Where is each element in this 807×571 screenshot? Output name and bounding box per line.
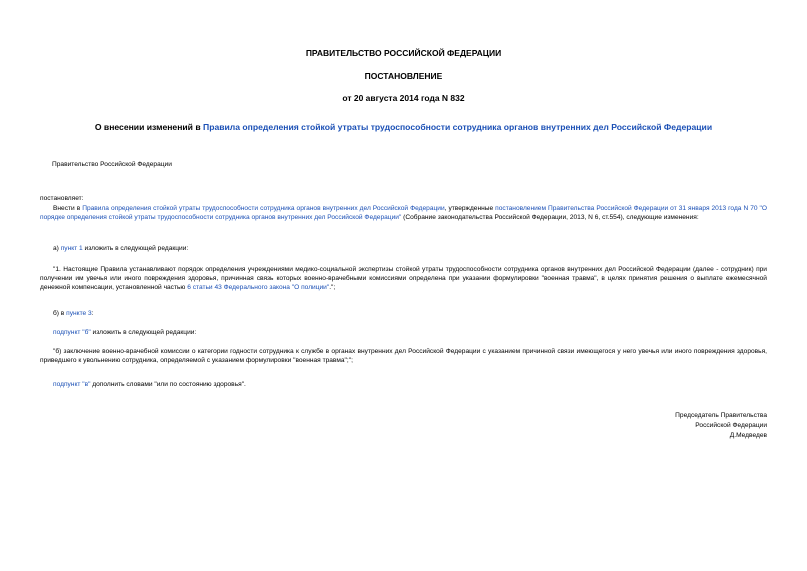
item-a-wording-text-2: ."; xyxy=(329,284,336,291)
item-b-text-1: б) в xyxy=(53,310,67,317)
point-3-link[interactable]: пункте 3 xyxy=(66,310,92,317)
item-a-text-1: а) xyxy=(53,245,61,252)
item-a-text-2: изложить в следующей редакции: xyxy=(82,245,189,252)
subpoint-v-text: дополнить словами "или по состоянию здоровья". xyxy=(90,381,246,388)
intro-text-2: , утвержденные xyxy=(444,205,496,212)
subpoint-v-link[interactable]: подпункт "в" xyxy=(53,381,91,388)
item-a-new-wording xyxy=(40,265,767,292)
subpoint-b-link[interactable]: подпункт "б" xyxy=(53,329,91,336)
signature-block xyxy=(675,411,767,441)
government-title: ПРАВИТЕЛЬСТВО РОССИЙСКОЙ ФЕДЕРАЦИИ xyxy=(305,48,502,58)
decides-line: постановляет: xyxy=(40,195,84,202)
subpoint-b-line xyxy=(53,328,196,337)
document-date-number: от 20 августа 2014 года N 832 xyxy=(342,93,465,103)
document-subject xyxy=(40,122,767,132)
intro-paragraph xyxy=(40,204,767,222)
resolution-70-link[interactable]: постановлением Правительства Российской Федерации от 31 января 2013 года N 70 "О порядке определения стойкой утраты трудоспособности сотрудника органов внутренних дел Российской Федерации" xyxy=(40,205,767,221)
subpoint-v-line xyxy=(53,380,246,389)
rules-link[interactable]: Правила определения стойкой утраты трудоспособности сотрудника органов внутренних дел Российской Федерации xyxy=(82,205,445,212)
item-b-text-2: : xyxy=(91,310,94,317)
intro-text-3: (Собрание законодательства Российской Федерации, 2013, N 6, ст.554), следующие изменения: xyxy=(401,214,699,221)
intro-text-1: Внести в xyxy=(53,205,83,212)
signature-name: Д.Медведев xyxy=(729,432,767,439)
point-1-link[interactable]: пункт 1 xyxy=(60,245,83,252)
police-law-link[interactable]: 6 статьи 43 Федерального закона "О полиции" xyxy=(187,284,330,291)
item-a-wording-text-1: "1. Настоящие Правила устанавливают порядок определения учреждениями медико-социальной экспертизы стойкой утраты трудоспособности сотрудника органов внутренних дел Российской Федерации (далее - сотрудник) при получении им увечья или иного повреждения здоровья, причинная связь которых военно-врачебными комиссиями определена при указании формулировки "военная травма", в целях принятия решения о выплате ежемесячной денежной компенсации, установленной частью xyxy=(40,266,767,291)
signature-title: Председатель Правительства xyxy=(675,412,767,419)
document-type: ПОСТАНОВЛЕНИЕ xyxy=(364,71,443,81)
item-b-line xyxy=(53,309,94,318)
signature-country: Российской Федерации xyxy=(695,422,767,429)
item-b-new-wording: "б) заключение военно-врачебной комиссии о категории годности сотрудника к службе в органах внутренних дел Российской Федерации с указанием причинной связи имеющегося у него увечья или иного повреждения здоровья, приведшего к увольнению сотрудника, определяемой с указанием формулировки "военная травма";"; xyxy=(40,348,767,364)
government-line: Правительство Российской Федерации xyxy=(52,161,172,168)
subject-rules-link[interactable]: Правила определения стойкой утраты трудоспособности сотрудника органов внутренних дел Российской Федерации xyxy=(203,122,713,132)
subject-prefix: О внесении изменений в xyxy=(94,122,204,132)
subpoint-b-text: изложить в следующей редакции: xyxy=(90,329,197,336)
item-a-line xyxy=(53,244,188,253)
